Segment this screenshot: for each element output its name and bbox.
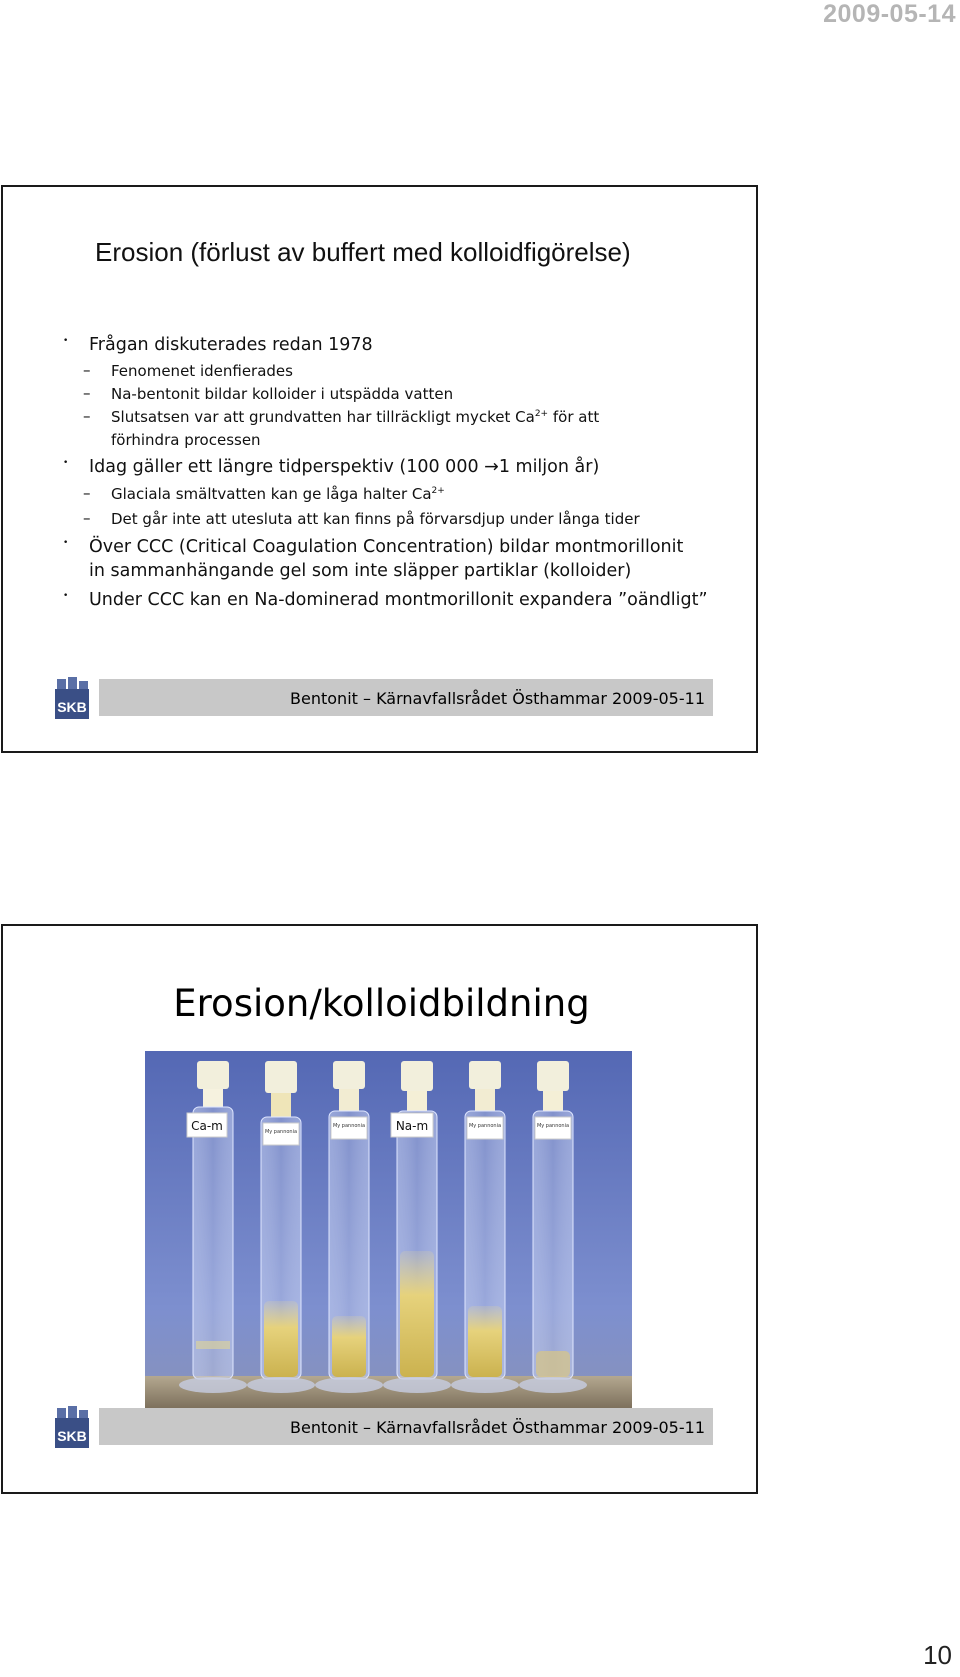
dash-icon: – [83,384,91,402]
bullet-item: • Frågan diskuterades redan 1978 [63,335,373,355]
slide-title: Erosion/kolloidbildning [173,982,590,1025]
slide-footer [51,1406,713,1446]
footer-text: Bentonit – Kärnavfallsrådet Östhammar 2009-05-11 [290,689,705,708]
slide-erosion-overview [1,185,758,753]
svg-text:My pannonia: My pannonia [468,1123,502,1129]
svg-text:SKB: SKB [57,699,87,715]
sub-bullet-item: – Na-bentonit bildar kolloider i utspädda vatten [83,384,454,403]
sub-bullet-continuation: förhindra processen [111,431,261,449]
dash-icon: – [83,509,91,527]
bullet-dot-icon: • [63,538,69,548]
bullet-dot-icon: • [63,336,69,346]
sub-bullet-item: – Glaciala smältvatten kan ge låga halter $Ca^{2+}$ [83,484,445,503]
dash-icon: – [83,407,91,425]
sub-bullet-item: – Fenomenet idenfierades [83,361,293,380]
bullet-continuation: in sammanhängande gel som inte släpper partiklar (kolloider) [89,561,632,581]
footer-text: Bentonit – Kärnavfallsrådet Östhammar 2009-05-11 [290,1418,705,1437]
dash-icon: – [83,484,91,502]
footer-bar [99,1408,713,1445]
sub-bullet-item: – Det går inte att utesluta att kan finns på förvarsdjup under långa tider [83,509,640,528]
page-date: 2009-05-14 [823,0,956,28]
skb-logo-icon [55,677,89,719]
dash-icon: – [83,361,91,379]
bullet-item: • Idag gäller ett längre tidperspektiv (100 000 →1 miljon år) [63,457,600,477]
bullet-dot-icon: • [63,458,69,468]
svg-text:My pannonia: My pannonia [332,1123,366,1129]
footer-bar [99,679,713,716]
svg-text:Ca-m: Ca-m [191,1119,223,1133]
slide-footer [51,677,713,717]
sub-bullet-item: – Slutsatsen var att grundvatten har tillräckligt mycket $Ca^{2+}$ för att [83,407,600,426]
slide-title: Erosion (förlust av buffert med kolloidfigörelse) [95,237,631,267]
svg-text:My pannonia: My pannonia [536,1123,570,1129]
bullet-dot-icon: • [63,591,69,601]
bullet-item: • Under CCC kan en Na-dominerad montmorillonit expandera ”oändligt” [63,590,708,610]
arrow-right-icon: → [484,457,499,477]
svg-text:SKB: SKB [57,1428,87,1444]
test-tubes-photo [145,1051,632,1418]
svg-text:My pannonia: My pannonia [264,1129,298,1135]
page-number: 10 [923,1640,952,1670]
slide-erosion-photo [1,924,758,1494]
svg-text:Na-m: Na-m [395,1119,429,1133]
bullet-item: • Över CCC (Critical Coagulation Concentration) bildar montmorillonit [63,537,684,557]
skb-logo-icon [55,1406,89,1448]
